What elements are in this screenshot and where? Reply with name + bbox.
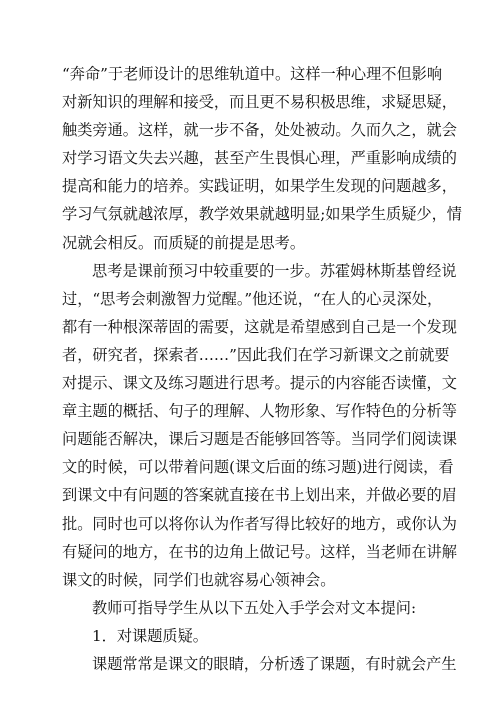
text-line: 文的时候，可以带着问题(课文后面的练习题)进行阅读，看 — [62, 458, 454, 477]
text-line: 过，“思考会刺激智力觉醒。”他还说，“在人的心灵深处， — [62, 289, 443, 308]
text-line: “奔命”于老师设计的思维轨道中。这样一种心理不但影响 — [62, 65, 443, 83]
text-line: 者，研究者，探索者……”因此我们在学习新课文之前就要 — [62, 345, 450, 364]
list-item-heading: 1．对课题质疑。 — [92, 626, 208, 645]
text-line: 对新知识的理解和接受，而且更不易积极思维，求疑思疑， — [62, 93, 457, 112]
text-line: 批。同时也可以将你认为作者写得比较好的地方，或你认为 — [62, 514, 457, 533]
text-line: 提高和能力的培养。实践证明，如果学生发现的问题越多， — [62, 177, 457, 196]
text-line: 有疑问的地方，在书的边角上做记号。这样，当老师在讲解 — [62, 542, 457, 561]
paragraph-start-line: 思考是课前预习中较重要的一步。苏霍姆林斯基曾经说 — [92, 261, 457, 280]
paragraph-start-line: 课题常常是课文的眼睛，分析透了课题，有时就会产生 — [92, 654, 457, 673]
document-body — [62, 60, 462, 678]
text-line: 章主题的概括、句子的理解、人物形象、写作特色的分析等 — [62, 402, 457, 421]
text-line: 触类旁通。这样，就一步不备，处处被动。久而久之，就会 — [62, 121, 457, 140]
text-line: 到课文中有问题的答案就直接在书上划出来，并做必要的眉 — [62, 486, 457, 505]
paragraph-start-line: 教师可指导学生从以下五处入手学会对文本提问: — [92, 598, 417, 617]
text-line: 问题能否解决，课后习题是否能够回答等。当同学们阅读课 — [62, 430, 457, 449]
text-line: 都有一种根深蒂固的需要，这就是希望感到自己是一个发现 — [62, 317, 457, 336]
text-line: 对提示、课文及练习题进行思考。提示的内容能否读懂，文 — [62, 374, 457, 393]
text-line: 况就会相反。而质疑的前提是思考。 — [62, 233, 305, 252]
text-line: 对学习语文失去兴趣，甚至产生畏惧心理，严重影响成绩的 — [62, 149, 457, 168]
text-line: 课文的时候，同学们也就容易心领神会。 — [62, 570, 336, 589]
text-line: 学习气氛就越浓厚，教学效果就越明显;如果学生质疑少，情 — [62, 205, 462, 224]
